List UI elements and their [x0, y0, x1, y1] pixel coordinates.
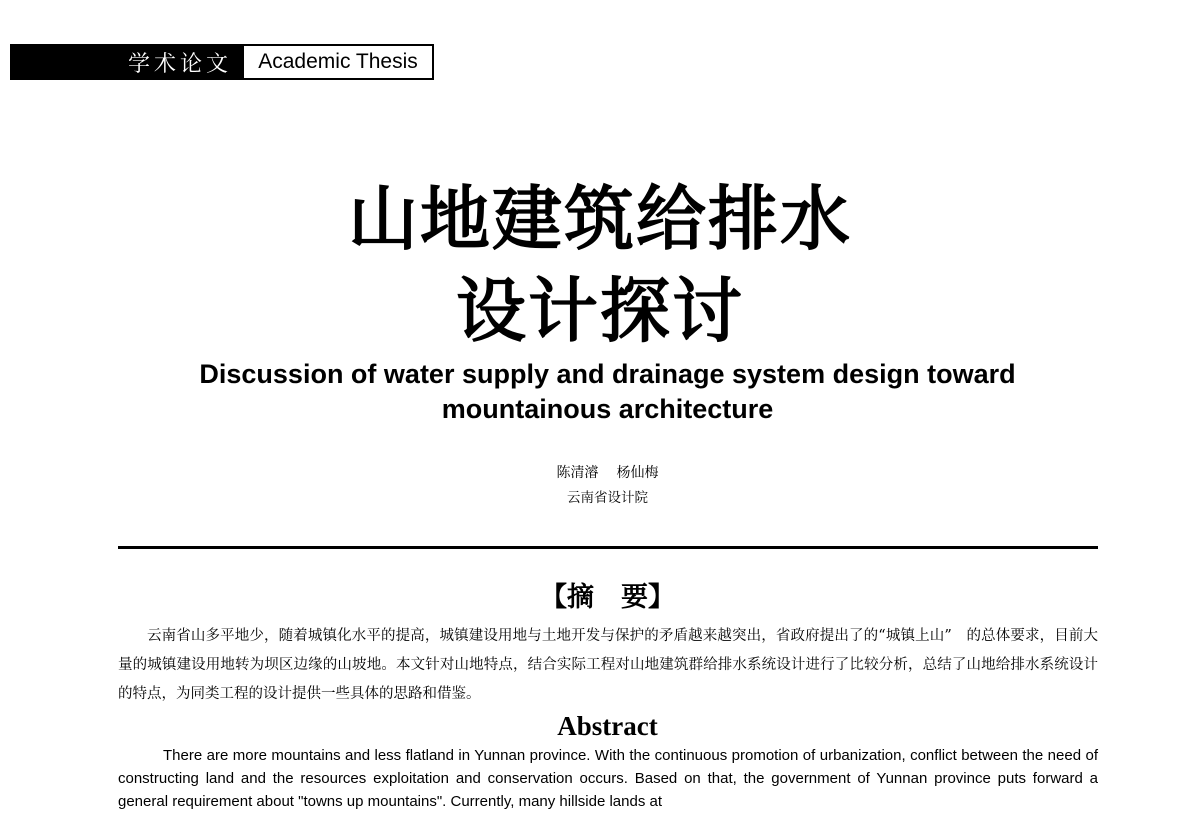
author-name: 陈清濬	[556, 465, 599, 481]
author-name: 杨仙梅	[616, 465, 659, 481]
title-en-line1: Discussion of water supply and drainage system design toward	[199, 359, 1016, 389]
horizontal-rule	[118, 546, 1098, 549]
title-cn-line1: 山地建筑给排水	[348, 178, 852, 260]
abstract-en-text: There are more mountains and less flatland in Yunnan province. With the continuous promotion of urbanization, conflict between the need of constructing land and the resources exploitation and conservation occurs. Based on that, the government of Yunnan province puts forward a general requirement about "towns up mountains". Currently, many hillside lands at	[118, 747, 1098, 810]
title-cn-line2: 设计探讨	[456, 270, 744, 352]
section-label-en: Academic Thesis	[244, 44, 434, 80]
section-label-cn: 学术论文	[10, 44, 244, 80]
abstract-en-heading: Abstract	[557, 711, 658, 741]
title-en-line2: mountainous architecture	[441, 394, 774, 424]
author-list	[0, 462, 1200, 482]
section-tag	[10, 44, 434, 80]
abstract-cn-heading: 【摘 要】	[540, 582, 675, 613]
author-affiliation: 云南省设计院	[567, 490, 648, 506]
abstract-cn-text: 云南省山多平地少，随着城镇化水平的提高，城镇建设用地与土地开发与保护的矛盾越来越突出，省政府提出了的“城镇上山” 的总体要求，目前大量的城镇建设用地转为坝区边缘的山坡地。本文针对山地特点，结合实际工程对山地建筑群给排水系统设计进行了比较分析，总结了山地给排水系统设计的特点，为同类工程的设计提供一些具体的思路和借鉴。	[118, 628, 1098, 702]
